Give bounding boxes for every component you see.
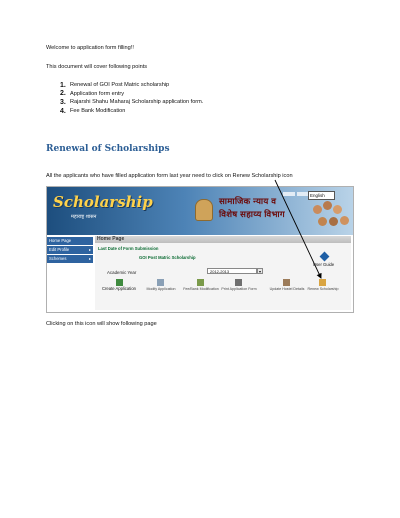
chevron-right-icon: ▸ (88, 247, 91, 252)
user-guide-link[interactable]: User Guide (313, 262, 335, 267)
list-number: 4. (60, 107, 66, 115)
list-number: 2. (60, 90, 66, 98)
sidebar-item-label: Home Page (49, 238, 72, 243)
list-text: Fee Bank Modification (70, 108, 126, 115)
list-text: Renewal of GOI Post Matric scholarship (70, 82, 170, 89)
academic-year-label: Academic Year (107, 270, 137, 275)
fee-bank-button[interactable]: Fee/Bank Modification (183, 287, 219, 291)
list-number: 3. (60, 98, 66, 106)
sidebar-item-label: Schemes (49, 256, 67, 261)
welcome-text: Welcome to application form filling!! (46, 45, 134, 51)
page-title: Home Page (95, 236, 351, 243)
department-name-line1: सामाजिक न्याय व (219, 196, 277, 206)
last-date-link[interactable]: Last Date of Form Submission (98, 246, 159, 251)
list-text: Rajarshi Shahu Maharaj Scholarship application form. (70, 99, 204, 106)
modify-application-button[interactable]: Modify Application (146, 287, 176, 291)
site-logo[interactable]: Scholarship (53, 193, 153, 211)
list-text: Application form entry (70, 90, 125, 97)
language-select[interactable]: English (308, 191, 335, 200)
academic-year-select[interactable]: 2012-2013 (207, 268, 257, 274)
list-number: 1. (60, 81, 66, 89)
cover-text: This document will cover following points (46, 64, 148, 70)
instruction-text: All the applicants who have filled application form last year need to click on Renew Scholarship icon (46, 173, 293, 179)
section-heading: Renewal of Scholarships (46, 144, 170, 154)
create-application-button[interactable]: Create Application (102, 286, 136, 291)
print-application-button[interactable]: Print Application Form (221, 287, 257, 291)
update-hostel-button[interactable]: Update Hostel Details (269, 287, 305, 291)
arrow-line (275, 180, 321, 278)
logo-subtitle: महाराष्ट्र शासन (71, 214, 97, 220)
sidebar-item-label: Edit Profile (49, 247, 70, 252)
renew-scholarship-button[interactable]: Renew Scholarship (307, 287, 339, 291)
chevron-right-icon: ▸ (88, 256, 91, 261)
department-name-line2: विशेष सहाय्य विभाग (219, 209, 286, 219)
goi-scheme-title: GOI Post Matric Scholarship (139, 255, 196, 260)
footer-text: Clicking on this icon will show following page (46, 321, 157, 327)
chevron-down-icon[interactable]: ▾ (258, 269, 261, 274)
